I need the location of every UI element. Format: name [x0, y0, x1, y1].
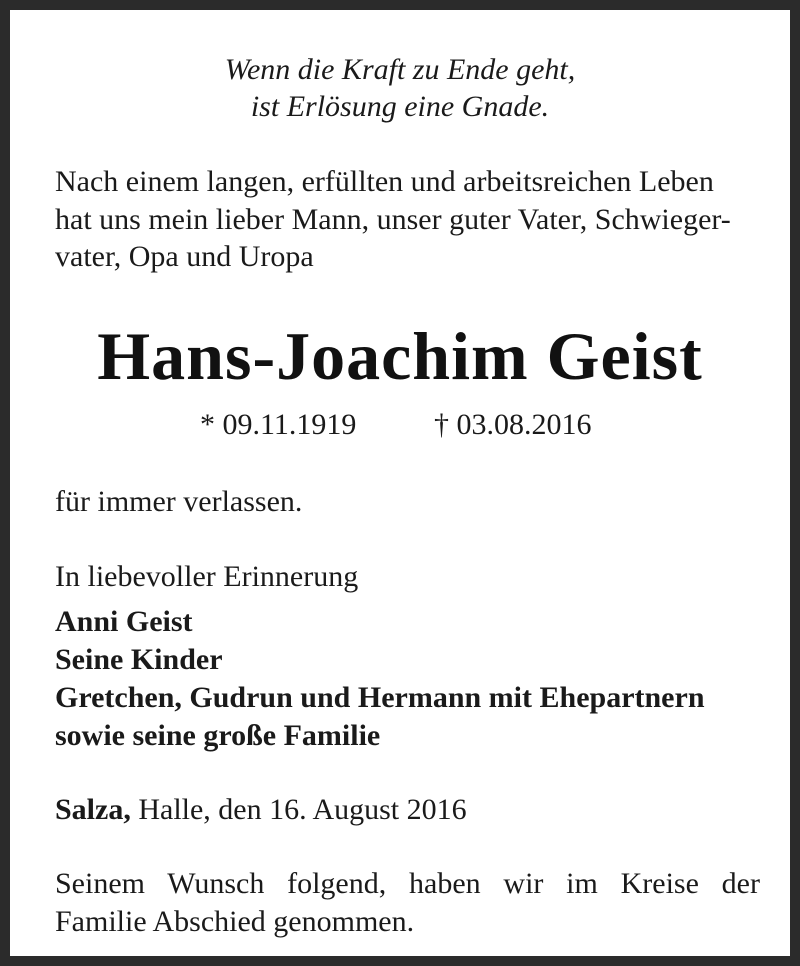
intro-line-3: vater, Opa und Uropa [55, 240, 314, 273]
closing-line-1: Seinem Wunsch folgend, haben wir im Kreise der [55, 867, 760, 900]
motto-line-1: Wenn die Kraft zu Ende geht, [224, 53, 576, 86]
motto-line-2: ist Erlösung eine Gnade. [250, 90, 550, 123]
life-dates [10, 408, 790, 442]
closing-line-2: Familie Abschied genommen. [55, 905, 415, 938]
mourner-line: Anni Geist [55, 605, 193, 638]
place-date-line [55, 793, 467, 827]
death-date: † 03.08.2016 [434, 408, 592, 441]
place-name: Salza, [55, 793, 131, 826]
intro-line-1: Nach einem langen, erfüllten und arbeitsreichen Leben [55, 165, 714, 198]
birth-date: * 09.11.1919 [200, 408, 357, 441]
mourner-line: Seine Kinder [55, 643, 223, 676]
mourner-line: sowie seine große Familie [55, 719, 381, 752]
remembrance-heading: In liebevoller Erinnerung [55, 560, 359, 593]
deceased-name: Hans-Joachim Geist [97, 318, 703, 394]
departed-text: für immer verlassen. [55, 485, 303, 518]
place-date-rest: Halle, den 16. August 2016 [130, 793, 467, 826]
intro-line-2: hat uns mein lieber Mann, unser guter Vater, Schwieger- [55, 203, 731, 236]
mourner-line: Gretchen, Gudrun und Hermann mit Ehepartnern [55, 681, 705, 714]
